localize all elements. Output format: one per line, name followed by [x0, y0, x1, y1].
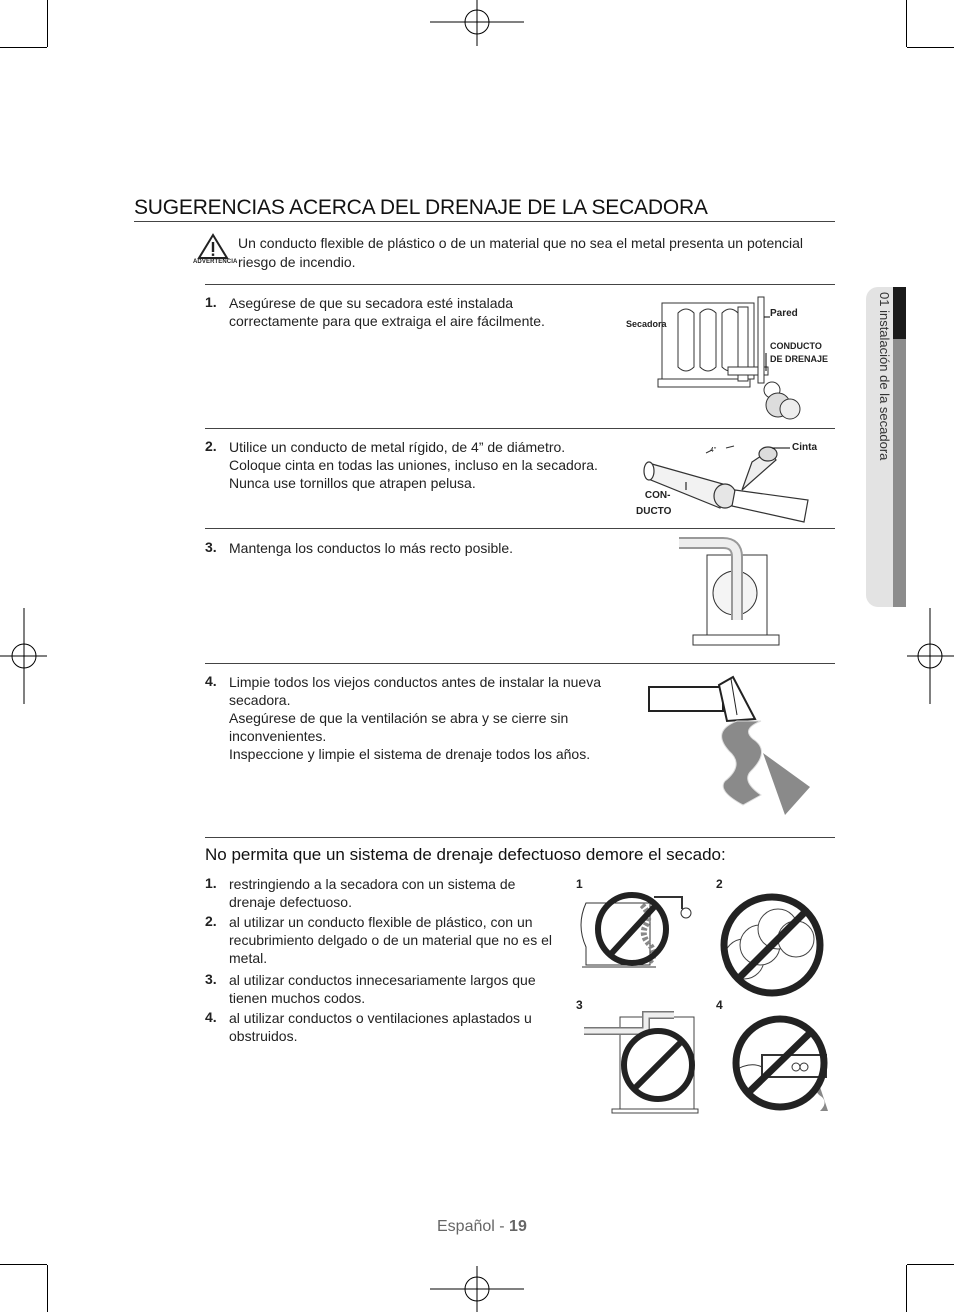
no-crushed-vent-icon — [734, 1019, 828, 1111]
side-tab-label: 01 instalación de la secadora — [877, 292, 892, 461]
side-tab-marker — [893, 287, 906, 339]
item-line: tienen muchos codos. — [229, 990, 366, 1006]
no-restricted-duct-icon — [581, 895, 691, 967]
item-line: restringiendo a la secadora con un sistema de — [229, 876, 516, 892]
item-line: drenaje defectuoso. — [229, 894, 352, 910]
item-line: obstruidos. — [229, 1028, 298, 1044]
warning-text: Un conducto flexible de plástico o de un material que no sea el metal presenta un potencial riesgo de incendio. — [238, 235, 804, 270]
step-number: 2. — [205, 438, 217, 454]
step-text — [229, 673, 601, 763]
section-rule — [205, 837, 835, 838]
step-number: 4. — [205, 673, 217, 689]
item-line: recubrimiento delgado o de un material que no es el — [229, 932, 552, 948]
item-line: al utilizar conductos o ventilaciones aplastados u — [229, 1010, 532, 1026]
duct-label — [770, 340, 828, 366]
straight-duct-illustration — [693, 535, 813, 650]
no-flexible-duct-icon — [724, 897, 820, 993]
tape-label: Cinta — [792, 442, 817, 453]
subheading: No permita que un sistema de drenaje defectuoso demore el secado: — [205, 845, 726, 864]
step-line: Mantenga los conductos lo más recto posible. — [229, 540, 514, 556]
step-text — [229, 438, 598, 492]
step-text — [229, 539, 513, 557]
grid-label-1: 1 — [576, 877, 583, 891]
side-tab-bar — [893, 339, 906, 607]
dryer-label: Secadora — [626, 319, 667, 329]
item-text — [229, 1009, 532, 1045]
step-line: Limpie todos los viejos conductos antes de instalar la nueva — [229, 674, 601, 690]
step-number: 1. — [205, 294, 217, 310]
prohibition-grid — [574, 885, 834, 1125]
item-text — [229, 913, 552, 967]
item-line: metal. — [229, 950, 268, 966]
title-rule — [134, 221, 835, 222]
item-number: 4. — [205, 1009, 217, 1025]
footer-language: Español - — [437, 1218, 510, 1235]
page-title: SUGERENCIAS ACERCA DEL DRENAJE DE LA SECADORA — [134, 196, 708, 219]
page-number: 19 — [509, 1218, 527, 1235]
item-text — [229, 971, 536, 1007]
step-line: Coloque cinta en todas las uniones, incluso en la secadora. — [229, 457, 598, 473]
grid-label-2: 2 — [716, 877, 723, 891]
item-line: al utilizar conductos innecesariamente largos que — [229, 972, 536, 988]
section-rule — [205, 663, 835, 664]
item-number: 2. — [205, 913, 217, 929]
item-text — [229, 875, 515, 911]
step-line: Inspeccione y limpie el sistema de drenaje todos los años. — [229, 746, 591, 762]
vent-cleaning-illustration — [645, 675, 815, 815]
step-line: Utilice un conducto de metal rígido, de 4” de diámetro. — [229, 439, 566, 455]
con-ducto-line: DUCTO — [636, 506, 672, 517]
step-line: secadora. — [229, 692, 291, 708]
item-line: al utilizar un conducto flexible de plástico, con un — [229, 914, 533, 930]
section-rule — [205, 284, 835, 285]
wall-label: Pared — [770, 308, 798, 319]
step-line: Nunca use tornillos que atrapen pelusa. — [229, 475, 476, 491]
item-number: 3. — [205, 971, 217, 987]
step-text — [229, 294, 545, 330]
grid-label-4: 4 — [716, 998, 723, 1012]
section-rule — [205, 528, 835, 529]
no-long-duct-icon — [584, 1015, 698, 1113]
duct-label-line: DE DRENAJE — [770, 354, 829, 364]
con-ducto-label — [636, 488, 672, 520]
warning-label: ADVERTENCIA — [193, 259, 238, 265]
step-line: Asegúrese de que su secadora esté instalada — [229, 295, 514, 311]
step-line: inconvenientes. — [229, 728, 327, 744]
page-footer — [437, 1218, 527, 1236]
warning-icon — [198, 234, 228, 260]
step-line: Asegúrese de que la ventilación se abra y se cierre sin — [229, 710, 569, 726]
grid-label-3: 3 — [576, 998, 583, 1012]
duct-label-line: CONDUCTO — [770, 341, 822, 351]
con-ducto-line: CON- — [644, 490, 671, 501]
section-rule — [205, 428, 835, 429]
item-number: 1. — [205, 875, 217, 891]
diameter-label: 4" — [710, 447, 717, 454]
step-line: correctamente para que extraiga el aire fácilmente. — [229, 313, 545, 329]
step-number: 3. — [205, 539, 217, 555]
